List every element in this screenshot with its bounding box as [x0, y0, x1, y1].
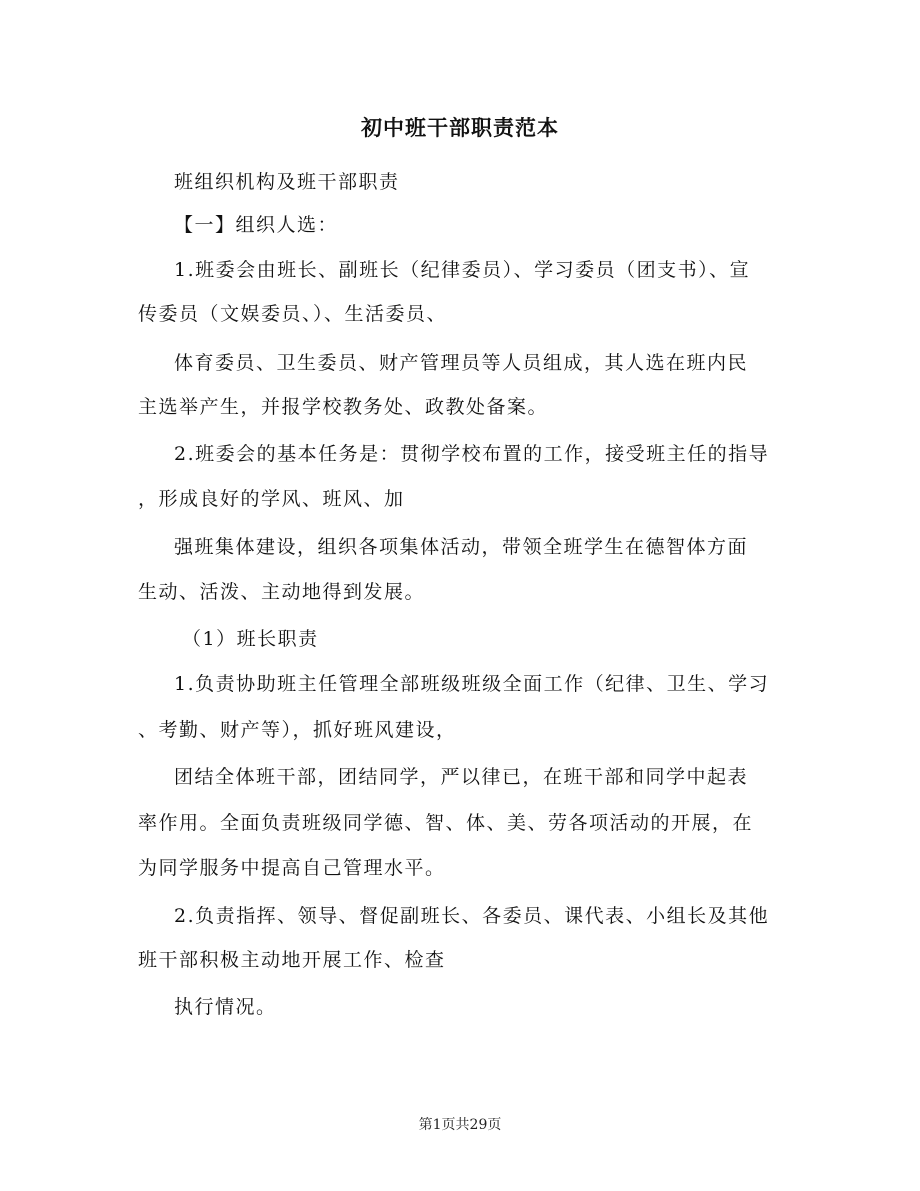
body-line: 体育委员、卫生委员、财产管理员等人员组成，其人选在班内民 [174, 352, 749, 374]
body-line: 团结全体班干部，团结同学，严以律已，在班干部和同学中起表 [174, 766, 749, 788]
body-line: 、考勤、财产等），抓好班风建设， [138, 719, 457, 741]
section-heading: （1）班长职责 [182, 628, 319, 650]
body-line: 执行情况。 [174, 996, 277, 1018]
body-line: 2.负责指挥、领导、督促副班长、各委员、课代表、小组长及其他 [174, 905, 770, 927]
document-title: 初中班干部职责范本 [361, 115, 559, 140]
body-line: 1.班委会由班长、副班长（纪律委员）、学习委员（团支书）、宣 [174, 259, 751, 281]
body-line: 主选举产生，并报学校教务处、政教处备案。 [138, 396, 549, 418]
body-line: 生动、活泼、主动地得到发展。 [138, 581, 426, 603]
body-line: 为同学服务中提高自己管理水平。 [138, 857, 446, 879]
body-line: 传委员（文娱委员、）、生活委员、 [138, 303, 448, 325]
body-line: ，形成良好的学风、班风、加 [138, 488, 405, 510]
body-line: 班干部积极主动地开展工作、检查 [138, 949, 446, 971]
body-line: 【一】组织人选： [174, 214, 339, 236]
body-line: 班组织机构及班干部职责 [174, 171, 400, 193]
body-line: 1.负责协助班主任管理全部班级班级全面工作（纪律、卫生、学习 [174, 673, 770, 695]
body-line: 2.班委会的基本任务是：贯彻学校布置的工作，接受班主任的指导 [174, 443, 770, 465]
body-line: 强班集体建设，组织各项集体活动，带领全班学生在德智体方面 [174, 536, 749, 558]
page-number: 第1页共29页 [418, 1117, 502, 1133]
body-line: 率作用。全面负责班级同学德、智、体、美、劳各项活动的开展，在 [138, 812, 754, 834]
